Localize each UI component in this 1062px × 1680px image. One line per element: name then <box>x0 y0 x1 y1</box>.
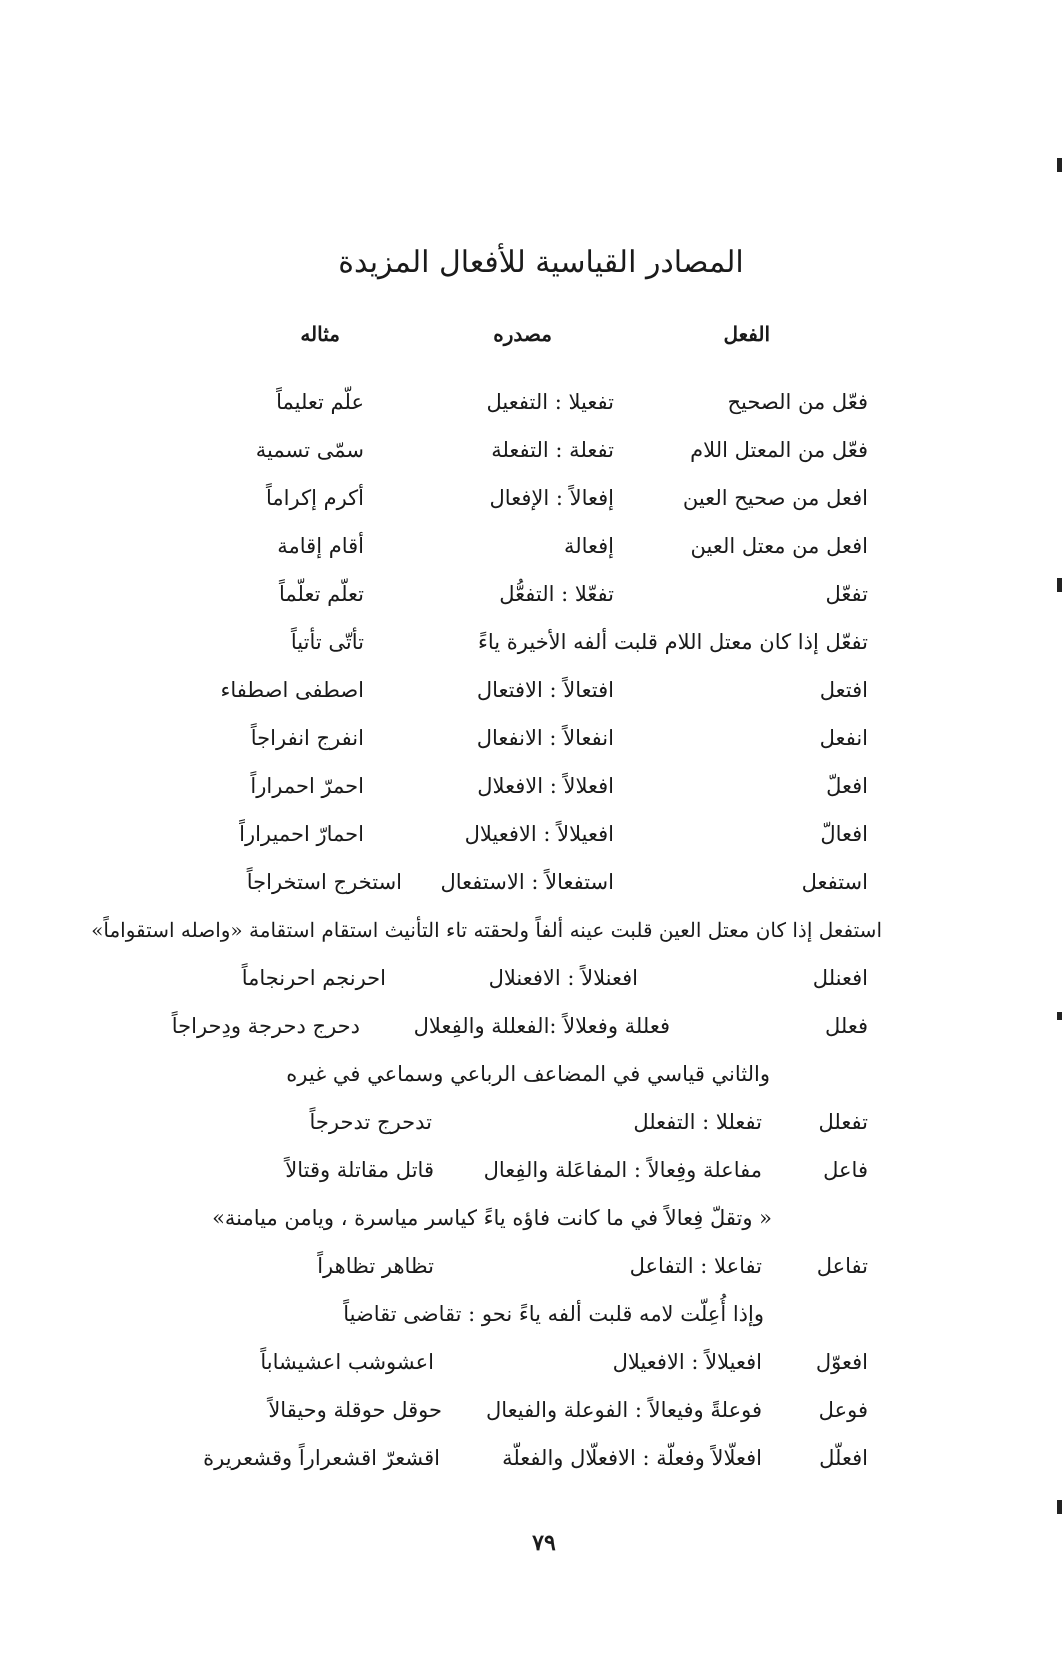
table-row <box>0 536 1062 576</box>
table-row <box>0 680 1062 720</box>
header-masdar: مصدره <box>493 322 552 346</box>
note-row <box>0 1064 1062 1104</box>
masdar-cell: مفاعلة وفِعالاً : المفاعَلة والفِعال <box>483 1158 762 1182</box>
note-faal: « وتقلّ فِعالاً في ما كانت فاؤه ياءً كياسر مياسرة ، ويامن ميامنة» <box>212 1206 772 1230</box>
masdar-cell: فعللة وفعلالاً :الفعللة والفِعلال <box>413 1014 670 1038</box>
verb-cell: تفعّل <box>825 582 868 606</box>
table-row <box>0 824 1062 864</box>
note-row <box>0 1208 1062 1248</box>
header-example: مثاله <box>300 322 340 346</box>
masdar-cell: استفعالاً : الاستفعال <box>440 870 614 894</box>
masdar-cell: إفعالة <box>563 534 614 558</box>
verb-cell: تفعلل <box>818 1110 868 1134</box>
masdar-cell: افعنلالاً : الافعنلال <box>488 966 638 990</box>
example-cell: تدحرج تدحرجاً <box>309 1110 432 1134</box>
note-tafaal: وإذا أُعِلّت لامه قلبت ألفه ياءً نحو : تقاضى تقاضياً <box>343 1302 764 1326</box>
example-cell: تأتّى تأتياً <box>290 630 364 654</box>
verb-cell: افعل من معتل العين <box>690 534 868 558</box>
verb-cell: فعّل من الصحيح <box>727 390 868 414</box>
masdar-cell: انفعالاً : الانفعال <box>476 726 614 750</box>
example-cell: علّم تعليماً <box>276 390 364 414</box>
margin-mark <box>1057 1500 1062 1514</box>
masdar-cell: افعلالاً : الافعلال <box>477 774 614 798</box>
verb-cell: افعنلل <box>812 966 868 990</box>
verb-cell: فعّل من المعتل اللام <box>690 438 868 462</box>
example-cell: حوقل حوقلة وحيقالاً <box>268 1398 442 1422</box>
table-row <box>0 1352 1062 1392</box>
table-row <box>0 1016 1062 1056</box>
masdar-cell: فوعلةً وفيعالاً : الفوعلة والفيعال <box>486 1398 762 1422</box>
verb-cell: افعلّل <box>819 1446 868 1470</box>
masdar-cell: إفعالاً : الإفعال <box>489 486 614 510</box>
header-verb: الفعل <box>723 322 770 346</box>
example-cell: استخرج استخراجاً <box>246 870 402 894</box>
note-row <box>0 1304 1062 1344</box>
note-row <box>0 920 1062 960</box>
example-cell: أكرم إكراماً <box>266 486 364 510</box>
verb-cell: فوعل <box>818 1398 868 1422</box>
verb-cell: تفعّل إذا كان معتل اللام قلبت ألفه الأخيرة ياءً <box>477 630 868 654</box>
table-row <box>0 1448 1062 1488</box>
verb-cell: استفعل <box>801 870 868 894</box>
margin-mark <box>1057 158 1062 172</box>
table-row <box>0 776 1062 816</box>
example-cell: احرنجم احرنجاماً <box>241 966 386 990</box>
verb-cell: افعوّل <box>815 1350 868 1374</box>
masdar-cell: افعيلالاً : الافعيلال <box>612 1350 762 1374</box>
verb-cell: فاعل <box>823 1158 868 1182</box>
note-falal: والثاني قياسي في المضاعف الرباعي وسماعي في غيره <box>286 1062 770 1086</box>
example-cell: اعشوشب اعشيشاباً <box>260 1350 434 1374</box>
margin-mark <box>1057 1012 1062 1020</box>
table-row <box>0 968 1062 1008</box>
table-row <box>0 1400 1062 1440</box>
table-row <box>0 1160 1062 1200</box>
example-cell: اقشعرّ اقشعراراً وقشعريرة <box>203 1446 440 1470</box>
verb-cell: تفاعل <box>816 1254 868 1278</box>
table-row <box>0 488 1062 528</box>
table-row <box>0 728 1062 768</box>
example-cell: تظاهر تظاهراً <box>317 1254 434 1278</box>
masdar-cell: تفعّلا : التفعُّل <box>499 582 614 606</box>
table-row <box>0 872 1062 912</box>
verb-cell: افعلّ <box>826 774 868 798</box>
verb-cell: افعل من صحيح العين <box>682 486 868 510</box>
verb-cell: افتعل <box>819 678 868 702</box>
masdar-cell: افعيلالاً : الافعيلال <box>464 822 614 846</box>
masdar-cell: تفعللا : التفعلل <box>633 1110 762 1134</box>
page-number: ٧٩ <box>532 1530 556 1556</box>
example-cell: انفرج انفراجاً <box>250 726 364 750</box>
example-cell: احمرّ احمراراً <box>250 774 364 798</box>
table-row <box>0 392 1062 432</box>
example-cell: قاتل مقاتلة وقتالاً <box>285 1158 434 1182</box>
example-cell: تعلّم تعلّماً <box>278 582 364 606</box>
table-row <box>0 632 1062 672</box>
example-cell: احمارّ احميراراً <box>239 822 364 846</box>
example-cell: أقام إقامة <box>277 534 364 558</box>
page-title: المصادر القياسية للأفعال المزيدة <box>338 245 744 280</box>
verb-cell: فعلل <box>824 1014 868 1038</box>
verb-cell: انفعل <box>819 726 868 750</box>
example-cell: دحرج دحرجة ودِحراجاً <box>171 1014 360 1038</box>
table-row <box>0 584 1062 624</box>
masdar-cell: تفعلة : التفعلة <box>491 438 614 462</box>
masdar-cell: تفاعلا : التفاعل <box>629 1254 762 1278</box>
table-row <box>0 1112 1062 1152</box>
table-row <box>0 1256 1062 1296</box>
table-row <box>0 440 1062 480</box>
example-cell: اصطفى اصطفاء <box>220 678 364 702</box>
masdar-cell: تفعيلا : التفعيل <box>486 390 614 414</box>
example-cell: سمّى تسمية <box>255 438 364 462</box>
note-istafal: استفعل إذا كان معتل العين قلبت عينه ألفاً ولحقته تاء التأنيث استقام استقامة «واصله استقواماً» <box>91 918 882 942</box>
masdar-cell: افعلّالاً وفعلّة : الافعلّال والفعلّة <box>502 1446 762 1470</box>
masdar-cell: افتعالاً : الافتعال <box>476 678 614 702</box>
margin-mark <box>1057 578 1062 592</box>
verb-cell: افعالّ <box>820 822 868 846</box>
